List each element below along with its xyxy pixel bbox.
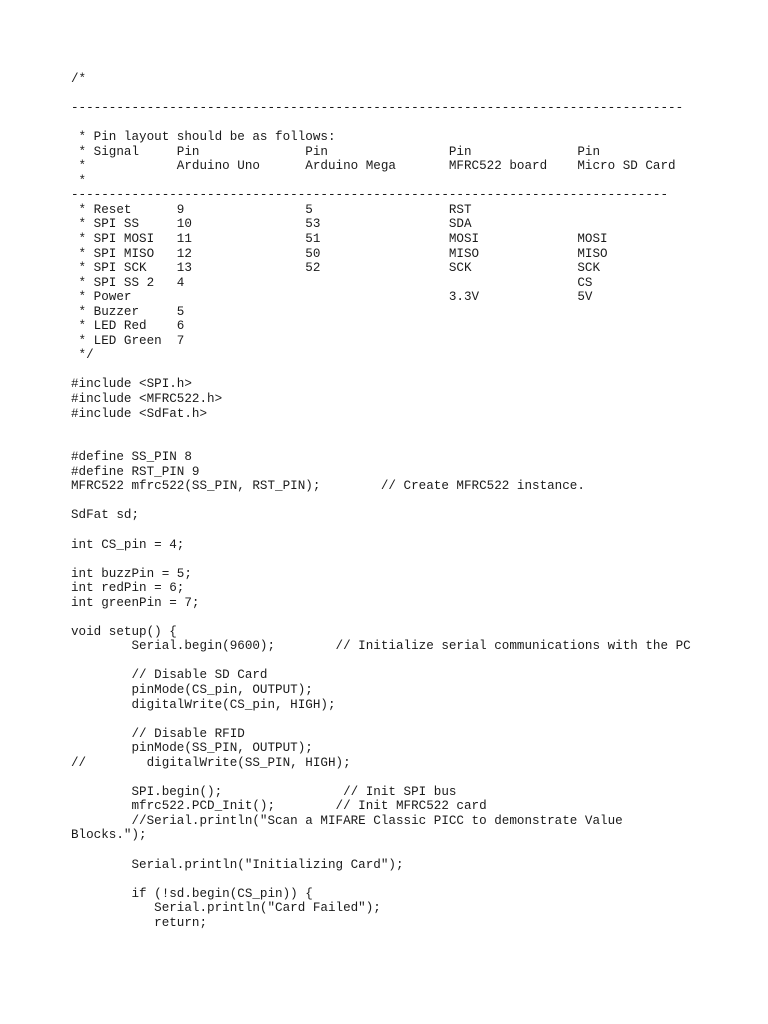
code-line: pinMode(CS_pin, OUTPUT); — [71, 682, 313, 697]
code-line — [71, 770, 691, 785]
code-line: * SPI SS 2 4 CS — [71, 275, 593, 290]
code-line: /* — [71, 72, 87, 86]
code-line: * SPI SS 10 53 SDA — [71, 217, 472, 232]
code-line: // Disable SD Card — [71, 668, 268, 683]
code-line: if (!sd.begin(CS_pin)) { — [71, 886, 313, 901]
code-line: --------------------------------------------------------------------------------- — [71, 101, 684, 116]
code-line: //Serial.println("Scan a MIFARE Classic PICC to demonstrate Value — [71, 813, 623, 828]
code-line: * — [71, 173, 87, 188]
code-line: #define RST_PIN 9 — [71, 464, 200, 479]
code-line: mfrc522.PCD_Init(); // Init MFRC522 card — [71, 799, 487, 814]
code-line — [71, 523, 691, 538]
code-line: #include <SPI.h> — [71, 377, 192, 392]
code-line: Serial.begin(9600); // Initialize serial communications with the PC — [71, 639, 691, 654]
code-line: #include <SdFat.h> — [71, 406, 208, 421]
code-line: Blocks."); — [71, 828, 147, 843]
code-line: int greenPin = 7; — [71, 595, 200, 610]
code-line — [71, 363, 691, 378]
code-line: Serial.println("Initializing Card"); — [71, 857, 404, 872]
code-line: #include <MFRC522.h> — [71, 392, 223, 407]
code-line: ------------------------------------------------------------------------------- — [71, 188, 669, 203]
code-line: Serial.println("Card Failed"); — [71, 901, 381, 916]
code-line: * Signal Pin Pin Pin Pin — [71, 144, 601, 159]
code-line — [71, 872, 691, 887]
code-line: * SPI SCK 13 52 SCK SCK — [71, 261, 601, 276]
code-line — [71, 116, 691, 131]
code-line — [71, 712, 691, 727]
code-line — [71, 436, 691, 451]
source-code-block — [71, 72, 691, 930]
code-line: MFRC522 mfrc522(SS_PIN, RST_PIN); // Create MFRC522 instance. — [71, 479, 585, 494]
code-line: return; — [71, 915, 208, 930]
code-line: * SPI MISO 12 50 MISO MISO — [71, 246, 608, 261]
code-line: * Arduino Uno Arduino Mega MFRC522 board Micro SD Card — [71, 159, 676, 174]
code-line: * Pin layout should be as follows: — [71, 130, 336, 145]
code-line: int buzzPin = 5; — [71, 566, 192, 581]
code-line — [71, 610, 691, 625]
code-line: pinMode(SS_PIN, OUTPUT); — [71, 741, 313, 756]
code-line: SPI.begin(); // Init SPI bus — [71, 784, 457, 799]
code-line: void setup() { — [71, 624, 177, 639]
code-line: #define SS_PIN 8 — [71, 450, 192, 465]
code-line: */ — [71, 348, 94, 363]
code-line: digitalWrite(CS_pin, HIGH); — [71, 697, 336, 712]
code-line — [71, 552, 691, 567]
code-line: * Power 3.3V 5V — [71, 290, 593, 305]
code-line — [71, 87, 691, 102]
code-line: * LED Red 6 — [71, 319, 185, 334]
code-line: // Disable RFID — [71, 726, 245, 741]
code-line: SdFat sd; — [71, 508, 140, 523]
code-line: // digitalWrite(SS_PIN, HIGH); — [71, 755, 351, 770]
code-line: * Reset 9 5 RST — [71, 202, 472, 217]
code-line: int CS_pin = 4; — [71, 537, 185, 552]
code-line — [71, 843, 691, 858]
code-line — [71, 421, 691, 436]
code-line — [71, 494, 691, 509]
code-line: * SPI MOSI 11 51 MOSI MOSI — [71, 232, 608, 247]
code-line: * Buzzer 5 — [71, 304, 185, 319]
code-line: * LED Green 7 — [71, 333, 185, 348]
code-line: int redPin = 6; — [71, 581, 185, 596]
code-line — [71, 654, 691, 669]
